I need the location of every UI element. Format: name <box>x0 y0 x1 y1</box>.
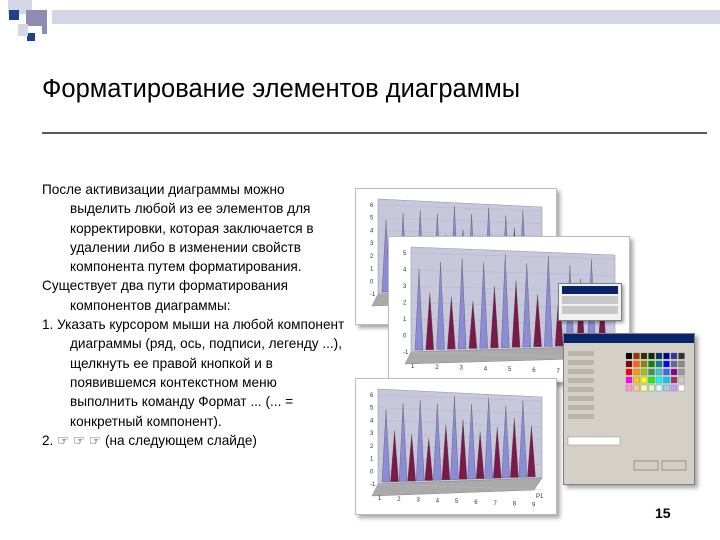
paragraph: После активизации диаграммы можно выделить любой из ее элементов для корректировки, которая заключается в удалении либо в изменении свойств компонента путем форматирования. <box>42 182 314 275</box>
palette-swatch <box>656 377 662 383</box>
palette-swatch <box>634 377 640 383</box>
y-tick-label: -1 <box>370 292 376 298</box>
color-palette[interactable] <box>564 343 692 483</box>
x-tick-label: 5 <box>508 367 512 374</box>
dialog-option <box>568 351 594 356</box>
deco-square-dark-small <box>27 33 35 41</box>
x-tick-label: 8 <box>512 501 517 508</box>
chart-panel-front <box>355 378 557 515</box>
palette-swatch <box>664 353 670 359</box>
x-tick-label: 4 <box>483 366 488 373</box>
palette-swatch <box>626 377 632 383</box>
palette-swatch <box>664 385 670 391</box>
deco-square-strip <box>42 10 47 34</box>
y-tick-label: 4 <box>370 228 374 235</box>
menu-item-format[interactable] <box>562 286 618 294</box>
y-tick-label: 4 <box>370 418 374 425</box>
palette-swatch <box>641 361 647 367</box>
palette-swatch <box>649 385 655 391</box>
y-tick-label: 2 <box>370 253 374 260</box>
y-tick-label: 3 <box>403 284 407 290</box>
palette-swatch <box>679 361 685 367</box>
slide-title: Форматирование элементов диаграммы <box>42 75 521 103</box>
palette-swatch <box>649 369 655 375</box>
palette-swatch <box>634 353 640 359</box>
x-tick-label: 6 <box>532 368 536 374</box>
y-tick-label: 5 <box>370 405 374 412</box>
y-tick-label: 2 <box>370 443 374 450</box>
context-menu <box>558 283 622 321</box>
palette-swatch <box>626 353 632 359</box>
ok-button <box>634 461 658 470</box>
y-tick-label: 0 <box>403 333 407 340</box>
x-tick-label: 7 <box>556 368 560 375</box>
palette-swatch <box>679 385 685 391</box>
palette-swatch <box>626 385 632 391</box>
sample-box <box>568 437 620 445</box>
palette-swatch <box>664 377 670 383</box>
palette-swatch <box>634 369 640 375</box>
y-tick-label: 4 <box>403 267 407 274</box>
corner-decoration <box>0 0 720 40</box>
palette-swatch <box>626 361 632 367</box>
cancel-button <box>662 461 686 470</box>
slide-body <box>42 180 347 450</box>
y-tick-label: 3 <box>370 431 374 438</box>
x-tick-label: 3 <box>416 497 420 504</box>
palette-swatch <box>671 385 677 391</box>
x-tick-label: 1 <box>411 364 415 370</box>
palette-swatch <box>671 377 677 383</box>
deco-square-mid <box>26 10 42 26</box>
palette-swatch <box>626 369 632 375</box>
palette-swatch <box>641 369 647 375</box>
palette-swatch <box>679 369 685 375</box>
y-tick-label: -1 <box>370 482 376 488</box>
y-tick-label: -1 <box>403 350 409 356</box>
dialog-option <box>568 405 594 410</box>
y-tick-label: 0 <box>370 469 374 476</box>
palette-swatch <box>634 361 640 367</box>
x-tick-label: 4 <box>435 498 440 505</box>
palette-swatch <box>641 385 647 391</box>
palette-swatch <box>656 361 662 367</box>
x-tick-label: 9 <box>532 502 536 509</box>
dialog-option <box>568 387 594 392</box>
dialog-option <box>568 360 594 365</box>
dialog-option <box>568 369 594 374</box>
dialog-option <box>568 414 594 419</box>
dialog-titlebar <box>564 334 694 343</box>
y-tick-label: 5 <box>403 251 407 257</box>
palette-swatch <box>649 377 655 383</box>
palette-swatch <box>634 385 640 391</box>
y-tick-label: 5 <box>370 215 374 222</box>
y-tick-label: 2 <box>403 300 407 307</box>
title-rule <box>42 132 707 134</box>
x-tick-label: 6 <box>474 500 478 506</box>
palette-swatch <box>641 377 647 383</box>
palette-swatch <box>671 361 677 367</box>
palette-swatch <box>679 377 685 383</box>
palette-swatch <box>656 369 662 375</box>
y-tick-label: 1 <box>370 266 374 273</box>
y-tick-label: 0 <box>370 279 374 286</box>
x-tick-label: 2 <box>397 496 401 503</box>
format-dialog <box>563 333 695 485</box>
palette-swatch <box>664 369 670 375</box>
y-tick-label: 1 <box>403 317 407 323</box>
x-tick-label: 2 <box>435 364 439 371</box>
palette-swatch <box>649 361 655 367</box>
y-tick-label: 3 <box>370 241 374 248</box>
x-tick-label: 5 <box>455 499 459 506</box>
y-tick-label: 6 <box>370 203 374 209</box>
chart-screenshots-figure <box>355 188 700 518</box>
palette-swatch <box>641 353 647 359</box>
x-tick-label: 7 <box>493 500 497 507</box>
deco-strip <box>52 10 720 24</box>
palette-swatch <box>656 385 662 391</box>
palette-swatch <box>671 353 677 359</box>
palette-swatch <box>656 353 662 359</box>
dialog-option <box>568 378 594 383</box>
x-tick-label: 1 <box>378 496 382 502</box>
palette-swatch <box>664 361 670 367</box>
palette-swatch <box>649 353 655 359</box>
slide-number: 15 <box>655 505 671 521</box>
palette-swatch <box>671 369 677 375</box>
series-label: P1 <box>536 494 544 500</box>
deco-square-dark <box>9 10 19 20</box>
palette-swatch <box>679 353 685 359</box>
paragraph: 2. ☞ ☞ ☞ (на следующем слайде) <box>42 432 257 448</box>
paragraph: Существует два пути форматирования компонентов диаграммы: <box>42 278 288 313</box>
x-tick-label: 3 <box>459 365 463 372</box>
y-tick-label: 6 <box>370 393 374 399</box>
paragraph: 1. Указать курсором мыши на любой компонент диаграммы (ряд, ось, подписи, легенду ...), щелкнуть ее правой кнопкой и в появившемся контекстном меню выполнить команду Формат ... (... = конкретный компонент). <box>42 317 345 429</box>
deco-square-pale <box>18 24 28 36</box>
menu-item[interactable] <box>562 306 618 314</box>
dialog-option <box>568 396 594 401</box>
chart-front <box>356 379 556 514</box>
menu-item[interactable] <box>562 296 618 304</box>
y-tick-label: 1 <box>370 456 374 463</box>
